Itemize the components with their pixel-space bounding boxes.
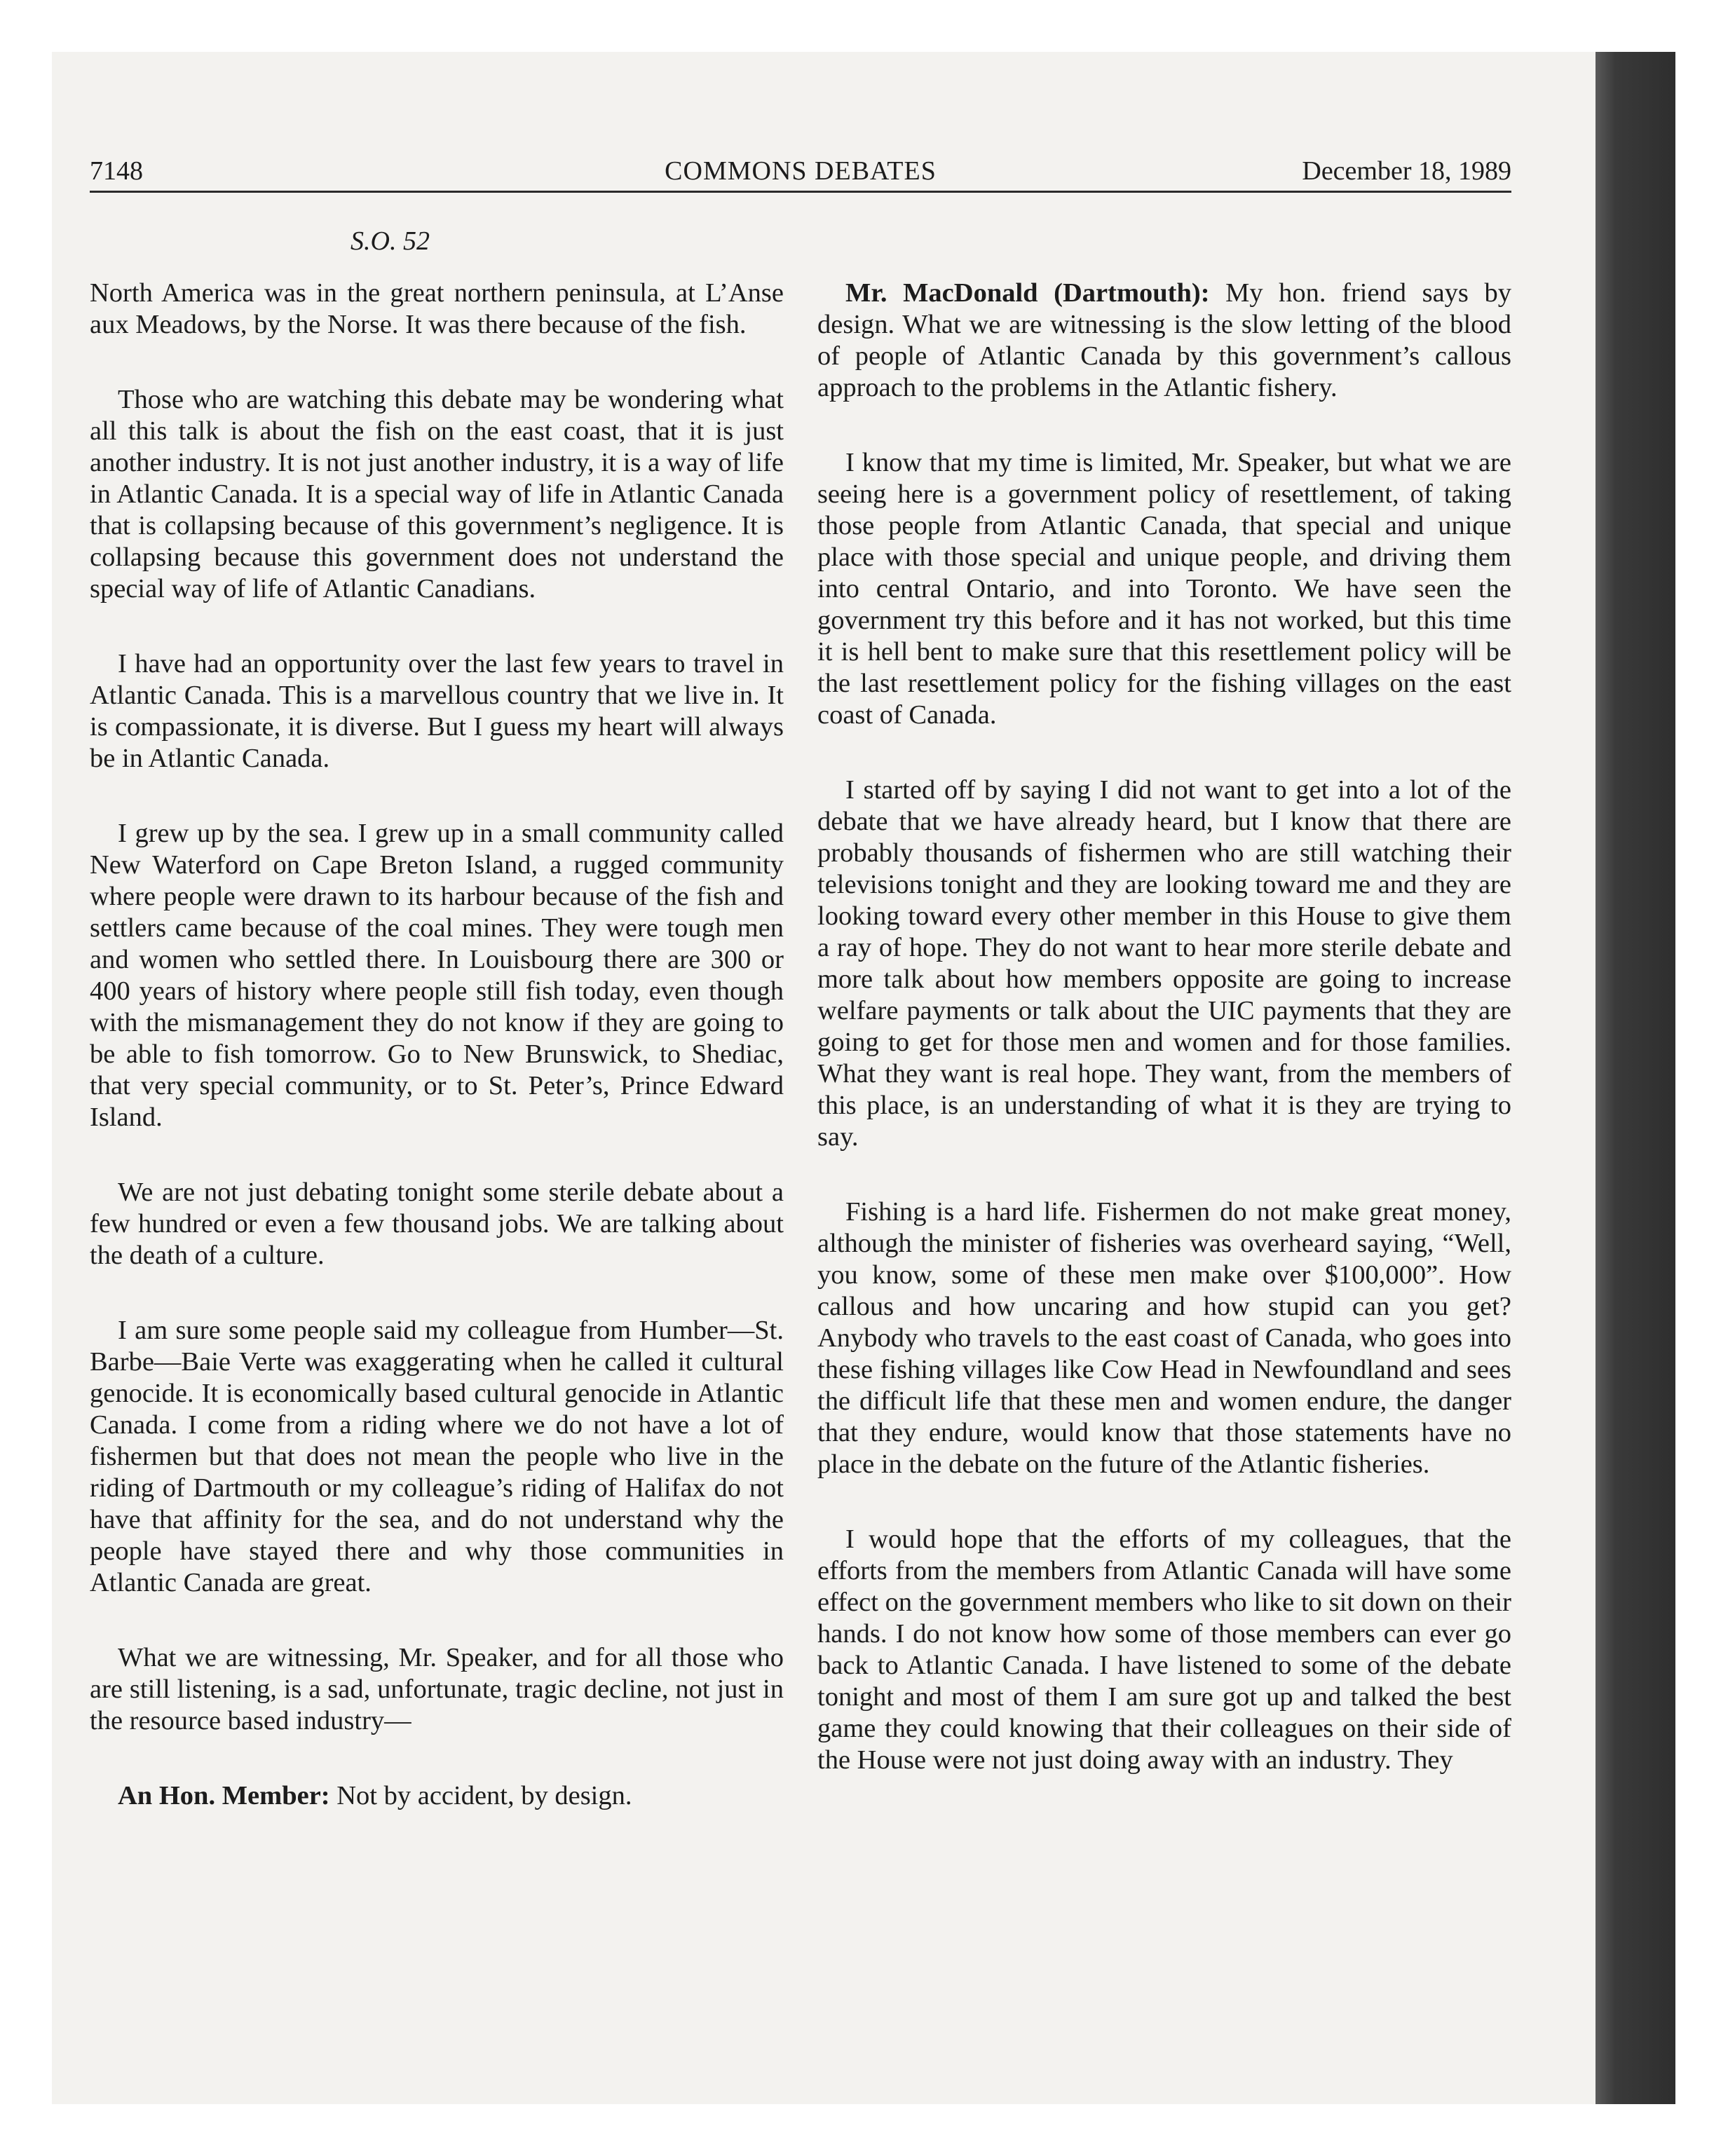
scan-binding-edge (1595, 52, 1675, 2104)
page-header (90, 154, 1511, 193)
page-number: 7148 (90, 156, 143, 186)
paragraph (90, 818, 784, 1133)
speech-paragraph (90, 1780, 784, 1812)
left-column (90, 278, 784, 1855)
paragraph (817, 1524, 1511, 1776)
page-date: December 18, 1989 (1302, 156, 1511, 186)
paragraph (90, 648, 784, 775)
right-column (817, 278, 1511, 1820)
paragraph-text: We are not just debating tonight some sterile debate about a few hundred or even a few thousand jobs. We are talking about the death of a culture. (90, 1178, 784, 1270)
paragraph-text: I grew up by the sea. I grew up in a small community called New Waterford on Cape Breton Island, a rugged community where people were drawn to its harbour because of the fish and settlers came because of the coal mines. They were tough men and women who settled there. In Louisbourg there are 300 or 400 years of history where people still fish today, even though with the mismanagement they do not know if they are going to be able to fish tomorrow. Go to New Brunswick, to Shediac, that very special community, or to St. Peter’s, Prince Edward Island. (90, 819, 784, 1132)
paragraph-text: I started off by saying I did not want to get into a lot of the debate that we have already heard, but I know that there are probably thousands of fishermen who are still watching their televisions tonight and they are looking toward me and they are looking toward every other member in this House to give them a ray of hope. They do not want to hear more sterile debate and more talk about how members opposite are going to increase welfare payments or talk about the UIC payments that they are going to get for those men and women and for those families. What they want is real hope. They want, from the members of this place, is an understanding of what it is they are trying to say. (817, 775, 1511, 1152)
paragraph (90, 1177, 784, 1271)
paragraph-text: I have had an opportunity over the last few years to travel in Atlantic Canada. This is a marvellous country that we live in. It is compassionate, it is diverse. But I guess my heart will always be in Atlantic Canada. (90, 649, 784, 773)
speech-paragraph (817, 278, 1511, 404)
paragraph-text: I am sure some people said my colleague from Humber—St. Barbe—Baie Verte was exaggerating when he called it cultural genocide. It is economically based cultural genocide in Atlantic Canada. I come from a riding where we do not have a lot of fishermen but that does not mean the people who live in the riding of Dartmouth or my colleague’s riding of Halifax do not have that affinity for the sea, and do not understand why the people have stayed there and why those communities in Atlantic Canada are great. (90, 1316, 784, 1597)
paragraph (817, 1196, 1511, 1480)
paragraph (817, 775, 1511, 1153)
paragraph (90, 384, 784, 605)
paragraph-text: Those who are watching this debate may be wondering what all this talk is about the fish on the east coast, that it is just another industry. It is not just another industry, it is a way of life in Atlantic Canada. It is a special way of life in Atlantic Canada that is collapsing because of this government’s negligence. It is collapsing because this government does not understand the special way of life of Atlantic Canadians. (90, 385, 784, 603)
paragraph-text: Fishing is a hard life. Fishermen do not make great money, although the minister of fisheries was overheard saying, “Well, you know, some of these men make over $100,000”. How callous and how uncaring and how stupid can you get? Anybody who travels to the east coast of Canada, who goes into these fishing villages like Cow Head in Newfoundland and sees the difficult life that these men and women endure, the danger that they endure, would know that those statements have no place in the debate on the future of the Atlantic fisheries. (817, 1197, 1511, 1479)
paragraph-text: I would hope that the efforts of my colleagues, that the efforts from the members from Atlantic Canada will have some effect on the government members who like to sit down on their hands. I do not know how some of those members can ever go back to Atlantic Canada. I have listened to some of the debate tonight and most of them I am sure got up and talked the best game they could knowing that their colleagues on their side of the House were not just doing away with an industry. They (817, 1524, 1511, 1775)
running-title: COMMONS DEBATES (665, 156, 937, 186)
section-label: S.O. 52 (351, 226, 430, 256)
paragraph-text: What we are witnessing, Mr. Speaker, and for all those who are still listening, is a sad, unfortunate, tragic decline, not just in the resource based industry— (90, 1643, 784, 1735)
paragraph (90, 1315, 784, 1599)
paragraph (817, 447, 1511, 731)
paragraph-text: My hon. friend says by design. What we are witnessing is the slow letting of the blood of people of Atlantic Canada by this government’s callous approach to the problems in the Atlantic fishery. (817, 278, 1511, 402)
speaker-name: Mr. MacDonald (Dartmouth): (845, 278, 1210, 308)
paragraph (90, 1642, 784, 1737)
paragraph-text: Not by accident, by design. (336, 1781, 632, 1810)
speaker-name: An Hon. Member: (118, 1781, 330, 1810)
paragraph-text: I know that my time is limited, Mr. Speaker, but what we are seeing here is a government policy of resettlement, of taking those people from Atlantic Canada, that special and unique place with those special and unique people, and driving them into central Ontario, and into Toronto. We have seen the government try this before and it has not worked, but this time it is hell bent to make sure that this resettlement policy will be the last resettlement policy for the fishing villages on the east coast of Canada. (817, 448, 1511, 730)
paragraph (90, 278, 784, 341)
paragraph-text: North America was in the great northern peninsula, at L’Anse aux Meadows, by the Norse. It was there because of the fish. (90, 278, 784, 339)
